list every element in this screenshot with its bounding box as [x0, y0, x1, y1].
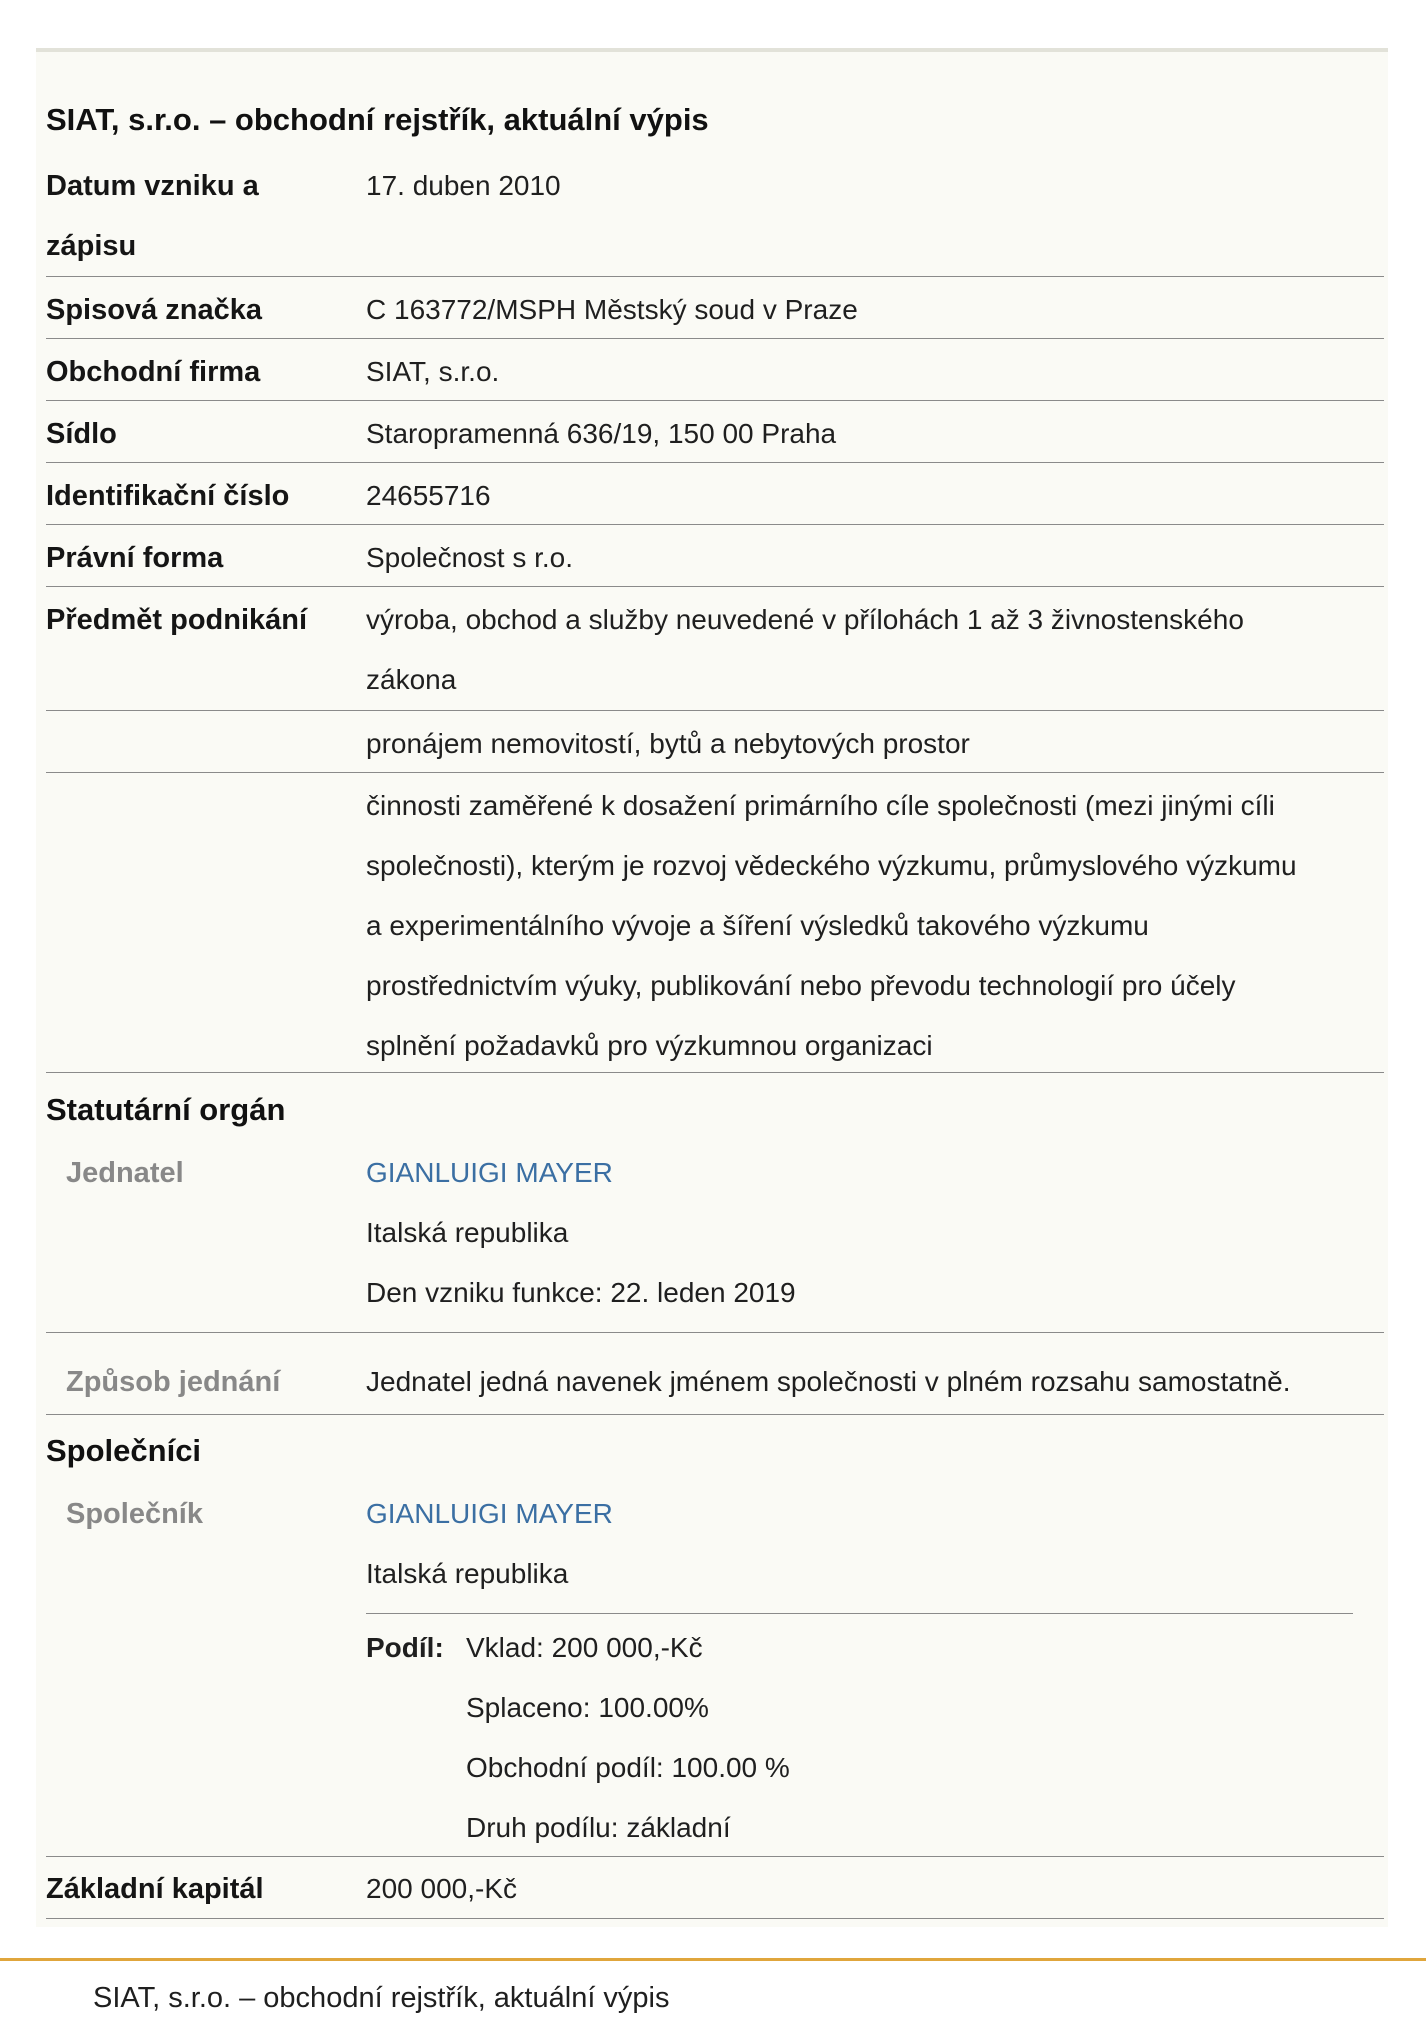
text-line: zákona: [366, 664, 457, 695]
footer-divider: [0, 1958, 1426, 1961]
text-line: výroba, obchod a služby neuvedené v přílohách 1 až 3 živnostenského: [366, 604, 1244, 635]
register-extract-card: [36, 48, 1388, 1927]
podil-splaceno: Splaceno: 100.00%: [466, 1692, 709, 1723]
footer-caption: SIAT, s.r.o. – obchodní rejstřík, aktuální výpis: [93, 1982, 670, 2014]
divider: [46, 400, 1384, 401]
label-identifikacni-cislo: Identifikační číslo: [46, 480, 290, 512]
podil-obchodni: Obchodní podíl: 100.00 %: [466, 1752, 790, 1783]
divider: [46, 710, 1384, 711]
label-datum-line2: zápisu: [46, 230, 137, 262]
value-predmet-item-3: [366, 776, 1376, 1076]
value-podil: [466, 1618, 790, 1858]
divider: [46, 276, 1384, 277]
label-zpusob-jednani: Způsob jednání: [66, 1366, 281, 1398]
text-line: splnění požadavků pro výzkumnou organizaci: [366, 1030, 933, 1061]
page-title: SIAT, s.r.o. – obchodní rejstřík, aktuální výpis: [46, 102, 709, 137]
label-datum-vzniku: [46, 156, 356, 276]
value-predmet-item-1: [366, 590, 1376, 710]
spolecnik-country: Italská republika: [366, 1558, 569, 1589]
value-spolecnik: [366, 1484, 1376, 1604]
divider: [46, 462, 1384, 463]
label-jednatel: Jednatel: [66, 1157, 184, 1189]
divider: [46, 1072, 1384, 1073]
label-zakladni-kapital: Základní kapitál: [46, 1873, 264, 1905]
jednatel-since: Den vzniku funkce: 22. leden 2019: [366, 1277, 796, 1308]
text-line: a experimentálního vývoje a šíření výsledků takového výzkumu: [366, 910, 1149, 941]
value-predmet-item-2: pronájem nemovitostí, bytů a nebytových prostor: [366, 728, 970, 759]
text-line: společnosti), kterým je rozvoj vědeckého výzkumu, průmyslového výzkumu: [366, 850, 1297, 881]
value-zakladni-kapital: 200 000,-Kč: [366, 1873, 517, 1904]
text-line: činnosti zaměřené k dosažení primárního cíle společnosti (mezi jinými cíli: [366, 790, 1275, 821]
divider: [46, 1856, 1384, 1857]
podil-druh: Druh podílu: základní: [466, 1812, 731, 1843]
label-sidlo: Sídlo: [46, 418, 117, 450]
value-sidlo: Staropramenná 636/19, 150 00 Praha: [366, 418, 837, 449]
text-line: prostřednictvím výuky, publikování nebo převodu technologií pro účely: [366, 970, 1236, 1001]
divider: [46, 524, 1384, 525]
label-podil: Podíl:: [366, 1632, 444, 1663]
label-pravni-forma: Právní forma: [46, 542, 224, 574]
value-identifikacni-cislo: 24655716: [366, 480, 491, 511]
label-spolecnik: Společník: [66, 1498, 203, 1530]
divider: [46, 586, 1384, 587]
label-datum-line1: Datum vzniku a: [46, 170, 259, 202]
value-datum-vzniku: 17. duben 2010: [366, 170, 561, 201]
label-obchodni-firma: Obchodní firma: [46, 356, 261, 388]
value-pravni-forma: Společnost s r.o.: [366, 542, 574, 573]
label-predmet-podnikani: Předmět podnikání: [46, 604, 308, 636]
value-obchodni-firma: SIAT, s.r.o.: [366, 356, 500, 387]
jednatel-name-link[interactable]: GIANLUIGI MAYER: [366, 1157, 613, 1188]
divider: [46, 338, 1384, 339]
divider: [46, 1918, 1384, 1919]
divider: [366, 1613, 1353, 1614]
jednatel-country: Italská republika: [366, 1217, 569, 1248]
value-zpusob-jednani: Jednatel jedná navenek jménem společnosti v plném rozsahu samostatně.: [366, 1366, 1291, 1397]
value-jednatel: [366, 1143, 1376, 1323]
divider: [46, 1332, 1384, 1333]
section-heading-spolecnici: Společníci: [46, 1433, 202, 1468]
section-heading-statutarni-organ: Statutární orgán: [46, 1092, 286, 1127]
label-spisova-znacka: Spisová značka: [46, 294, 262, 326]
podil-vklad: Vklad: 200 000,-Kč: [466, 1632, 703, 1663]
divider: [46, 1414, 1384, 1415]
spolecnik-name-link[interactable]: GIANLUIGI MAYER: [366, 1498, 613, 1529]
divider: [46, 772, 1384, 773]
value-spisova-znacka: C 163772/MSPH Městský soud v Praze: [366, 294, 858, 325]
